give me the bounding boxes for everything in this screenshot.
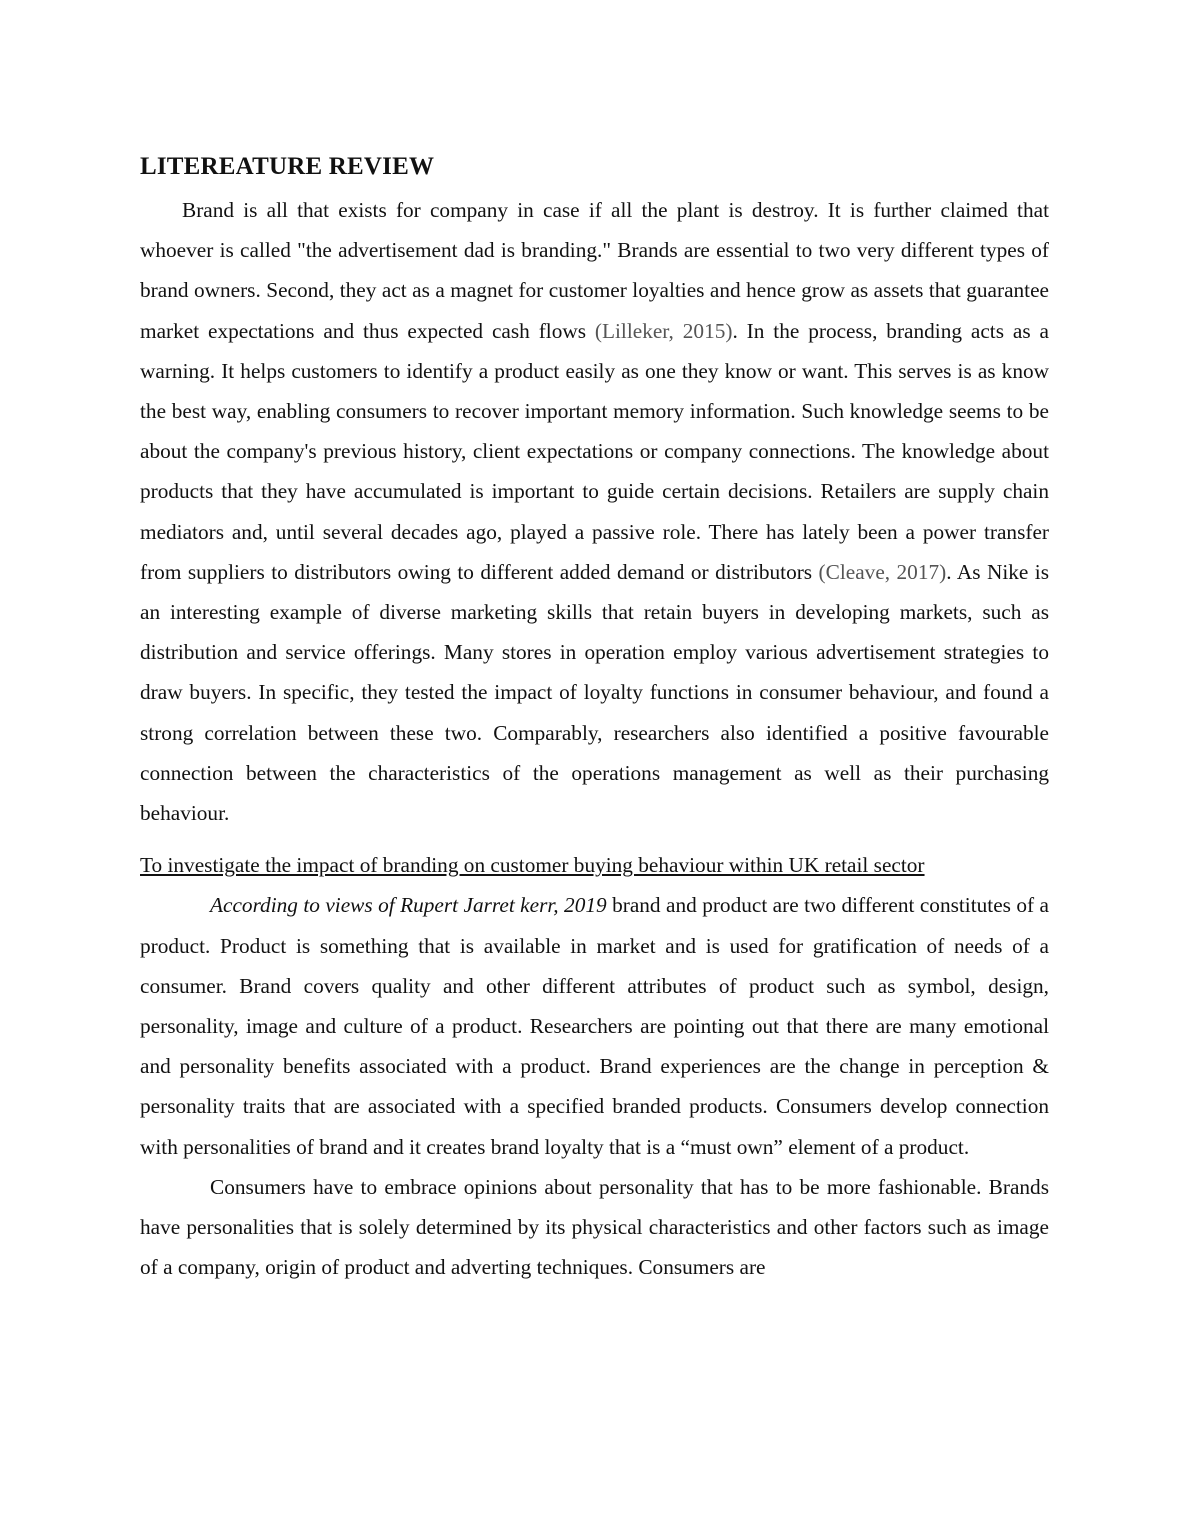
paragraph-consumers: Consumers have to embrace opinions about personality that has to be more fashionable. Brands have personalities that is solely determined by its physical characteristics and other factors such as image of a company, origin of product and adverting techniques. Consumers are (140, 1174, 1049, 1280)
paragraph-intro (140, 190, 1049, 833)
citation-lilleker: (Lilleker, 2015) (594, 318, 733, 343)
paragraph-intro-text-2: . In the process, branding acts as a warning. It helps customers to identify a product easily as one they know or want. This serves is as know the best way, enabling consumers to recover important memory information. Such knowledge seems to be about the company's previous history, client expectations or company connections. The knowledge about products that they have accumulated is important to guide certain decisions. Retailers are supply chain mediators and, until several decades ago, played a passive role. There has lately been a power transfer from suppliers to distributors owing to different added demand or distributors (140, 318, 1049, 584)
document-page (140, 150, 1049, 1287)
section-heading: LITEREATURE REVIEW (140, 153, 435, 180)
citation-cleave: (Cleave, 2017) (818, 559, 947, 584)
paragraph-brand-product (140, 885, 1049, 1166)
sub-heading-objective: To investigate the impact of branding on customer buying behaviour within UK retail sector (140, 853, 925, 878)
citation-kerr: According to views of Rupert Jarret kerr, 2019 (210, 893, 607, 918)
paragraph-intro-text-3: . As Nike is an interesting example of diverse marketing skills that retain buyers in developing markets, such as distribution and service offerings. Many stores in operation employ various advertisement strategies to draw buyers. In specific, they tested the impact of loyalty functions in consumer behaviour, and found a strong correlation between these two. Comparably, researchers also identified a positive favourable connection between the characteristics of the operations management as well as their purchasing behaviour. (140, 559, 1049, 826)
paragraph-brand-product-text: brand and product are two different constitutes of a product. Product is something that is available in market and is used for gratification of needs of a consumer. Brand covers quality and other different attributes of product such as symbol, design, personality, image and culture of a product. Researchers are pointing out that there are many emotional and personality benefits associated with a product. Brand experiences are the change in perception & personality traits that are associated with a specified branded products. Consumers develop connection with personalities of brand and it creates brand loyalty that is a “must own” element of a product. (140, 893, 1049, 1159)
paragraph-intro-text-1: Brand is all that exists for company in case if all the plant is destroy. It is further claimed that whoever is called "the advertisement dad is branding." Brands are essential to two very different types of brand owners. Second, they act as a magnet for customer loyalties and hence grow as assets that guarantee market expectations and thus expected cash flows (140, 198, 1049, 343)
